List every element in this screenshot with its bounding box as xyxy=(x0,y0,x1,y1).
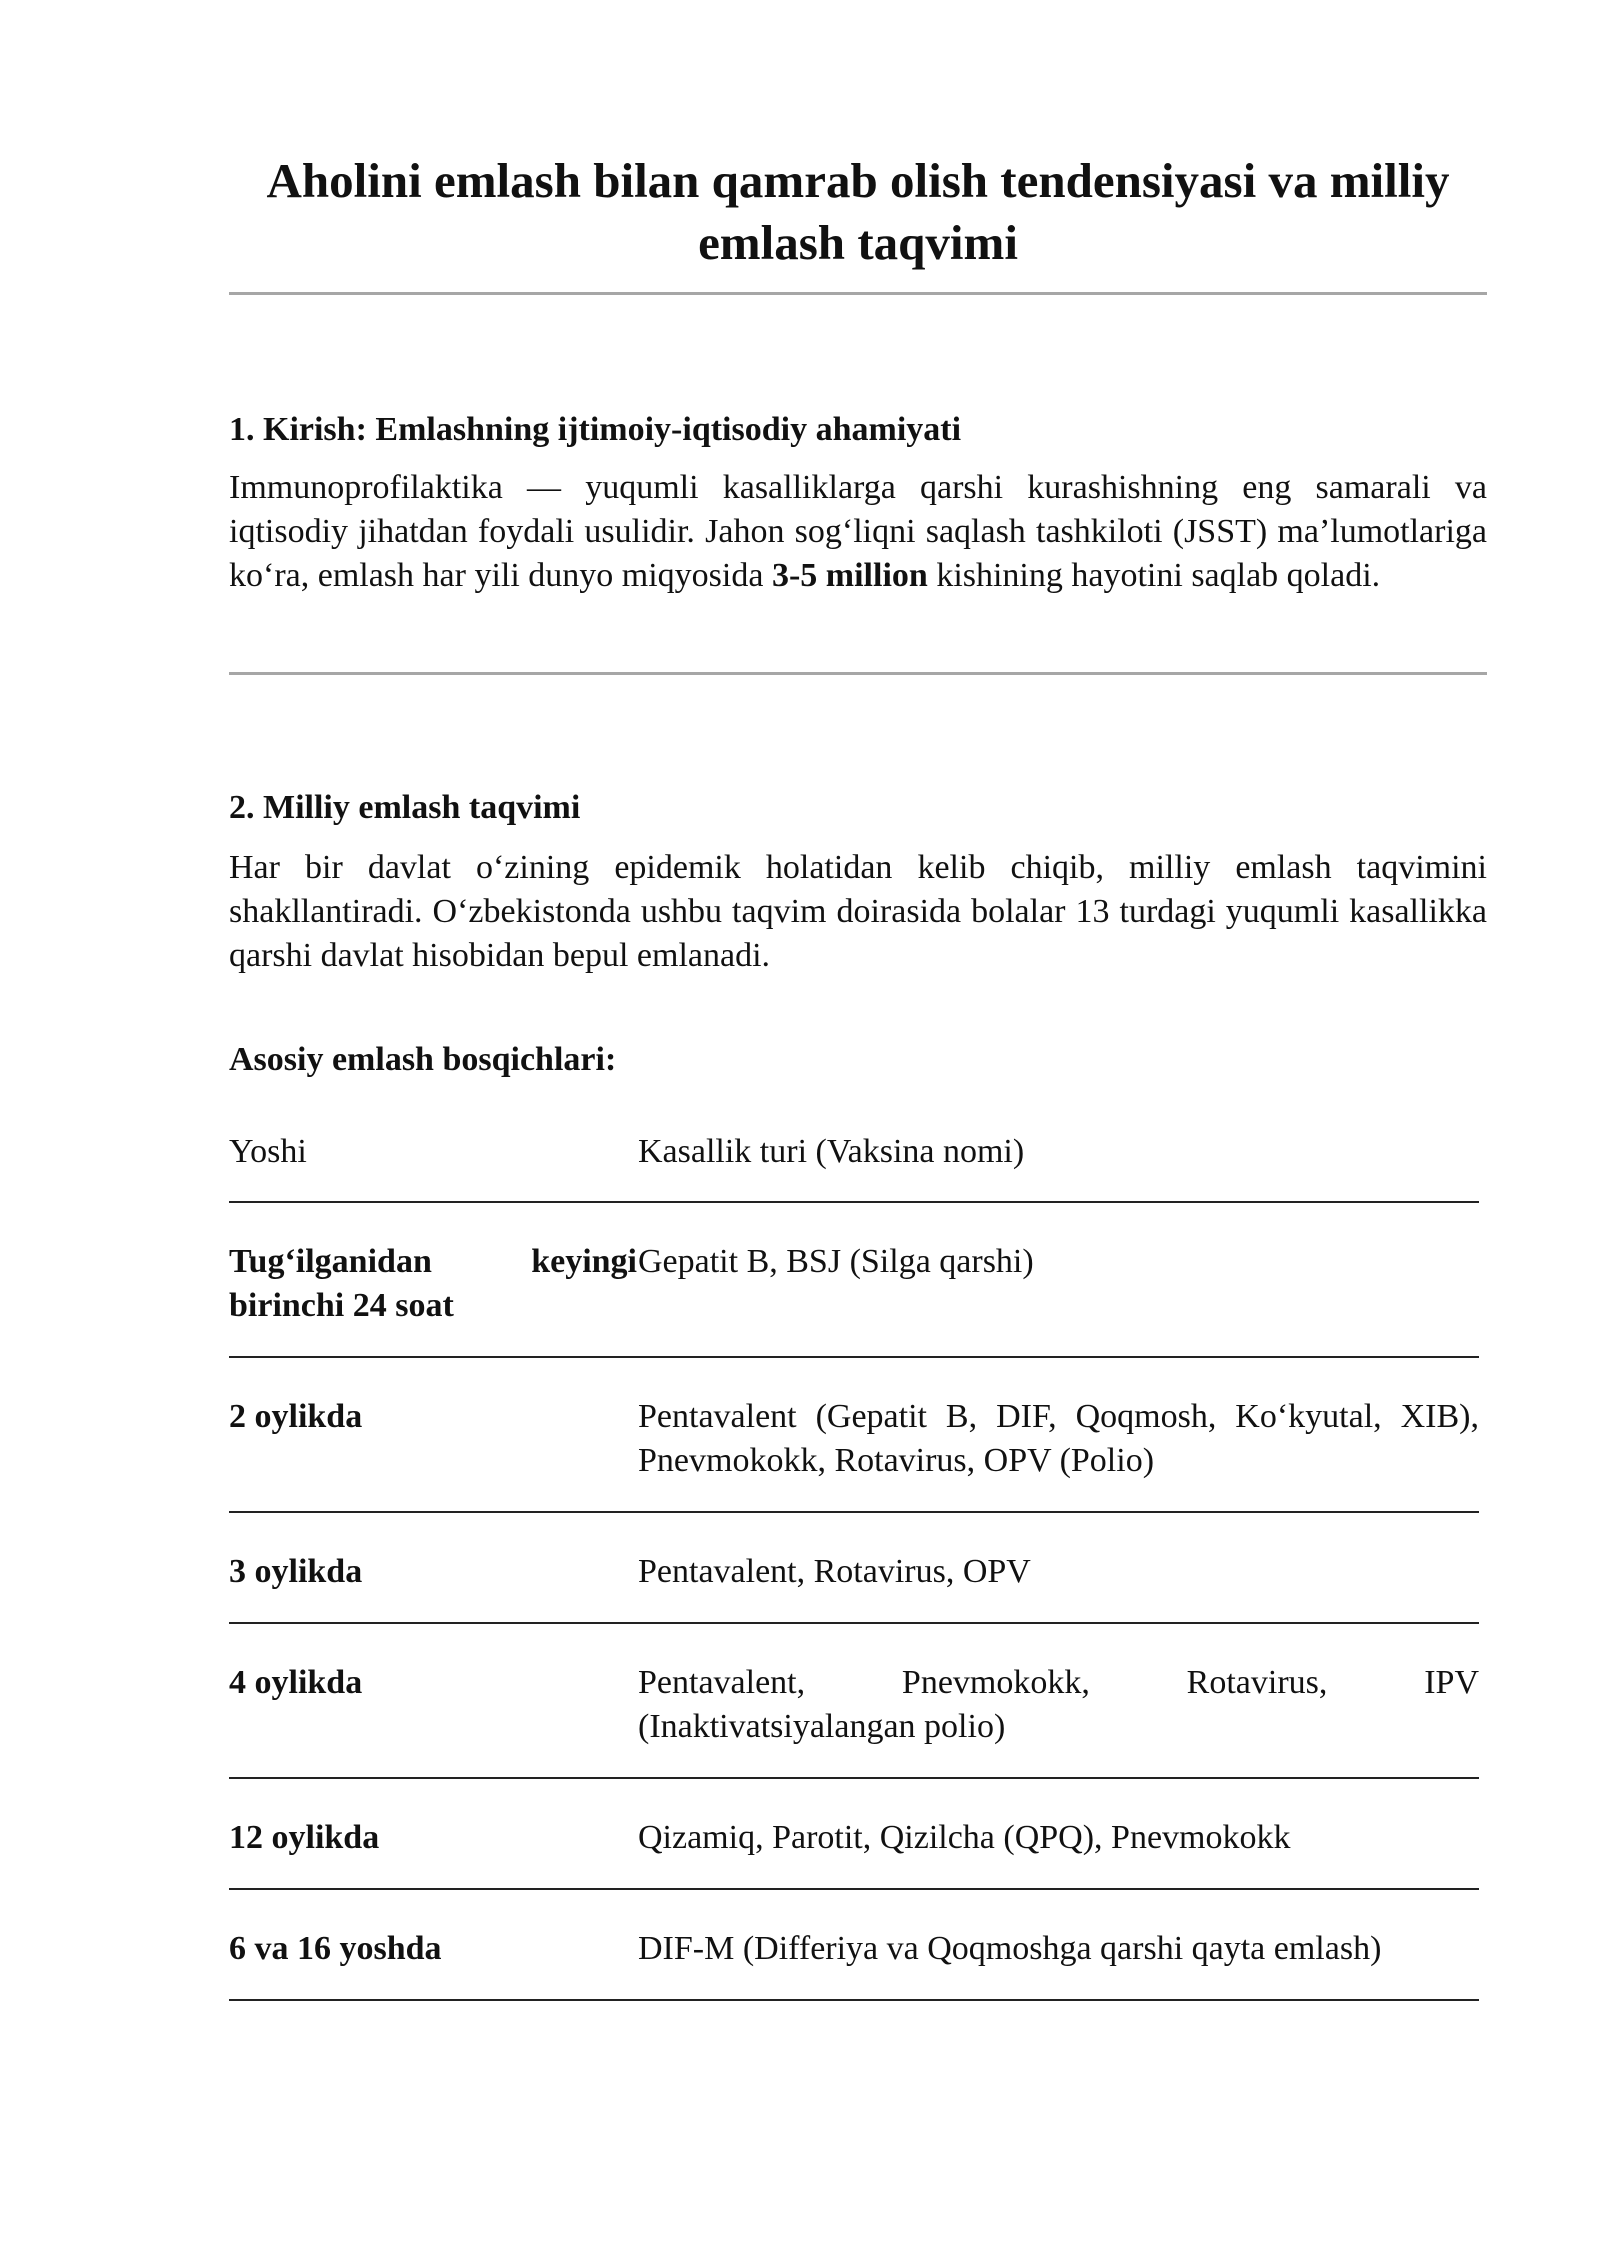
table-divider xyxy=(229,1356,1479,1358)
table-divider xyxy=(229,1622,1479,1624)
row-age: 2 oylikda xyxy=(229,1398,363,1435)
table-divider xyxy=(229,1999,1479,2001)
title-divider xyxy=(229,292,1487,295)
row-age: 12 oylikda xyxy=(229,1819,380,1856)
section-2-heading: 2. Milliy emlash taqvimi xyxy=(229,789,581,826)
table-divider xyxy=(229,1511,1479,1513)
section-1-divider xyxy=(229,672,1487,675)
table-divider xyxy=(229,1777,1479,1779)
row-vaccine: Gepatit B, BSJ (Silga qarshi) xyxy=(638,1243,1034,1280)
document-title: Aholini emlash bilan qamrab olish tendensiyasi va milliy emlash taqvimi xyxy=(266,153,1450,270)
section-1-highlight: 3-5 million xyxy=(771,557,928,594)
section-2-paragraph: Har bir davlat o‘zining epidemik holatidan kelib chiqib, milliy emlash taqvimini shakllantiradi. O‘zbekistonda ushbu taqvim doirasida bolalar 13 turdagi yuqumli kasallikka qarshi davlat hisobidan bepul emlanadi. xyxy=(229,849,1487,974)
row-vaccine: DIF-M (Differiya va Qoqmoshga qarshi qayta emlash) xyxy=(638,1930,1382,1967)
section-1-text-end: kishining hayotini saqlab qoladi. xyxy=(927,557,1381,594)
header-vaccine: Kasallik turi (Vaksina nomi) xyxy=(638,1133,1025,1170)
row-vaccine: Qizamiq, Parotit, Qizilcha (QPQ), Pnevmokokk xyxy=(638,1819,1291,1856)
row-vaccine: Pentavalent, Pnevmokokk, Rotavirus, IPV (Inaktivatsiyalangan polio) xyxy=(638,1664,1479,1745)
table-divider xyxy=(229,1888,1479,1890)
section-1-heading: 1. Kirish: Emlashning ijtimoiy-iqtisodiy ahamiyati xyxy=(229,411,962,448)
row-vaccine: Pentavalent (Gepatit B, DIF, Qoqmosh, Ko‘kyutal, XIB), Pnevmokokk, Rotavirus, OPV (Polio) xyxy=(638,1398,1479,1479)
section-1-text-start: Immunoprofilaktika — yuqumli kasalliklarga qarshi kurashishning eng samarali va iqtisodiy jihatdan foydali usulidir. Jahon sog‘liqni saqlash tashkiloti (JSST) ma’lumotlariga ko‘ra, emlash har yili dunyo miqyosida xyxy=(229,469,1487,594)
header-age: Yoshi xyxy=(229,1133,307,1170)
row-age: 6 va 16 yoshda xyxy=(229,1930,442,1967)
section-1-paragraph xyxy=(229,466,1487,598)
row-age: 4 oylikda xyxy=(229,1664,363,1701)
row-age: Tug‘ilganidan keyingi birinchi 24 soat xyxy=(229,1243,637,1324)
schedule-subheading: Asosiy emlash bosqichlari: xyxy=(229,1041,617,1078)
row-vaccine: Pentavalent, Rotavirus, OPV xyxy=(638,1553,1031,1590)
table-divider xyxy=(229,1201,1479,1203)
row-age: 3 oylikda xyxy=(229,1553,363,1590)
